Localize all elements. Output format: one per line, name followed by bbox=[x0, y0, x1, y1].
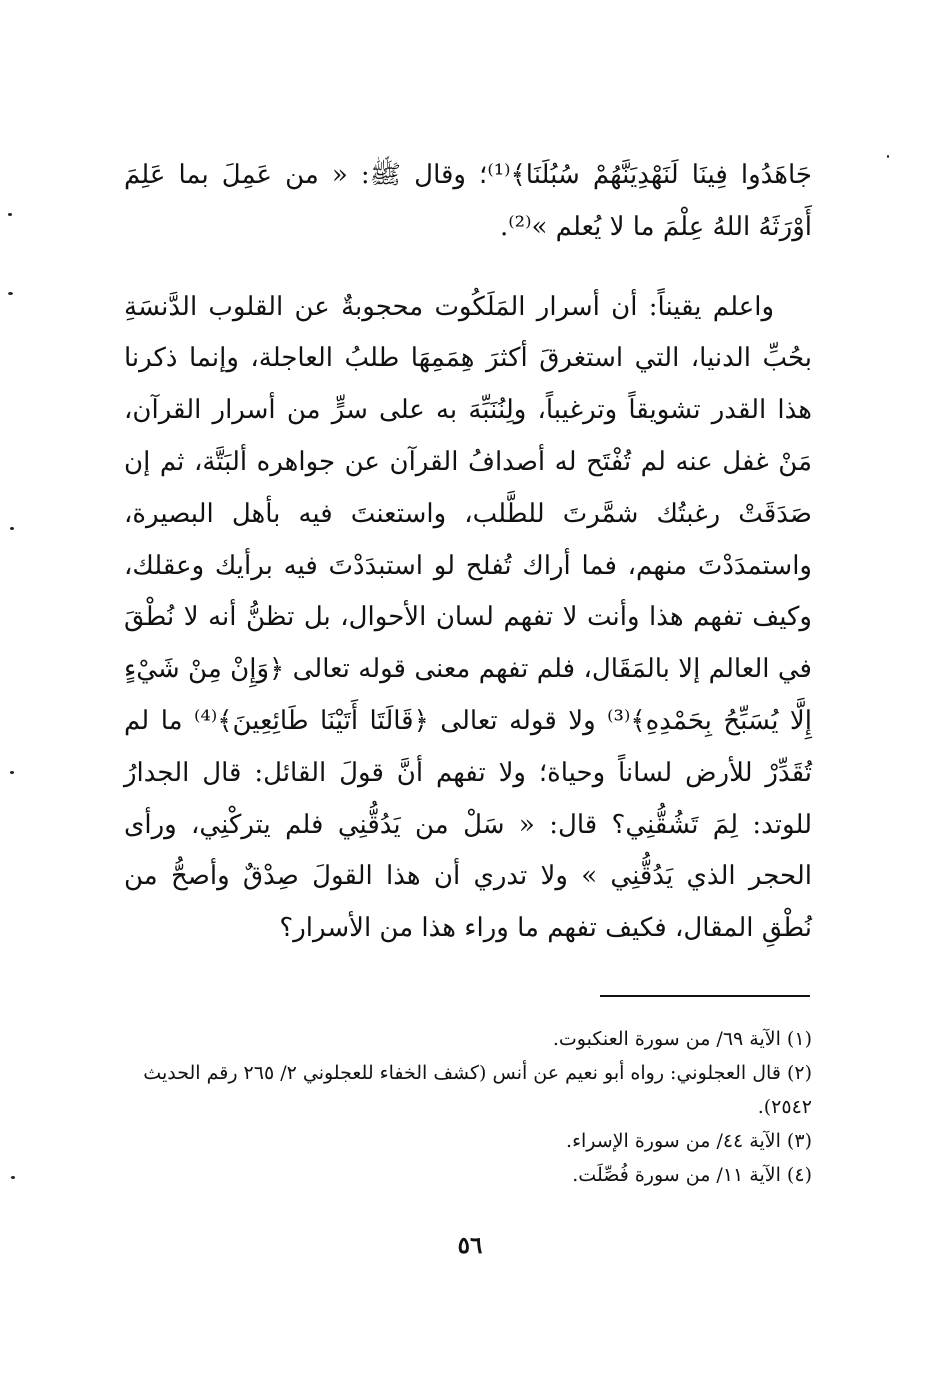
scan-speck bbox=[8, 292, 13, 295]
scan-speck bbox=[11, 1176, 15, 1179]
paragraph-secrets: واعلم يقيناً: أن أسرار المَلَكُوت محجوبةٌ عن القلوب الدَّنسَةِ بحُبِّ الدنيا، التي استغرقَ أكثرَ هِمَمِهَا طلبُ العاجلة، وإنما ذكرنا هذا القدر تشويقاً وترغيباً، ولِنُنَبِّهَ به على سرٍّ من أسرار القرآن، مَنْ غفل عنه لم تُفْتَح له أصدافُ القرآن عن جواهره ألبَتَّة، ثم إن صَدَقَتْ رغبتُك شمَّرتَ للطَّلب، واستعنتَ فيه بأهل البصيرة، واستمدَدْتَ منهم، فما أراك تُفلح لو استبدَدْتَ فيه برأيك وعقلك، وكيف تفهم هذا وأنت لا تفهم لسان الأحوال، بل تظنُّ أنه لا نُطْقَ في العالم إلا بالمَقَال، فلم تفهم معنى قوله تعالى ﴿وَإِنْ مِنْ شَيْءٍ إِلَّا يُسَبِّحُ بِحَمْدِهِ﴾⁽³⁾ ولا قوله تعالى ﴿قَالَتَا أَتَيْنَا طَائِعِينَ﴾⁽⁴⁾ ما لم تُقَدِّرْ للأرض لساناً وحياة؛ ولا تفهم أنَّ قولَ القائل: قال الجدارُ للوتد: لِمَ تَشُقُّنِي؟ قال: « سَلْ من يَدُقُّنِي فلم يتركْنِي، ورأى الحجر الذي يَدُقُّنِي » ولا تدري أن هذا القولَ صِدْقٌ وأصحُّ من نُطْقِ المقال، فكيف تفهم ما وراء هذا من الأسرار؟ bbox=[124, 291, 812, 944]
scan-speck bbox=[887, 155, 889, 158]
scan-speck bbox=[10, 527, 14, 530]
page-number: ٥٦ bbox=[457, 1232, 483, 1259]
footnote-4: (٤) الآية ١١/ من سورة فُصِّلَت. bbox=[572, 1164, 812, 1186]
main-text bbox=[124, 150, 812, 955]
scan-speck bbox=[10, 771, 14, 774]
footnote-1: (١) الآية ٦٩/ من سورة العنكبوت. bbox=[552, 1028, 812, 1050]
footnote-2: (٢) قال العجلوني: رواه أبو نعيم عن أنس (كشف الخفاء للعجلوني ٢/ ٢٦٥ رقم الحديث ٢٥٤٢). bbox=[143, 1062, 812, 1118]
footnotes bbox=[140, 1022, 812, 1192]
footnote-3: (٣) الآية ٤٤/ من سورة الإسراء. bbox=[566, 1130, 812, 1152]
paragraph-quote: جَاهَدُوا فِينَا لَنَهْدِيَنَّهُمْ سُبُلَنَا﴾⁽¹⁾؛ وقال ﷺ: « من عَمِلَ بما عَلِمَ أَوْرَثَهُ اللهُ عِلْمَ ما لا يُعلم »⁽²⁾. bbox=[124, 160, 812, 242]
scan-speck bbox=[8, 213, 12, 216]
footnote-separator bbox=[600, 995, 810, 997]
